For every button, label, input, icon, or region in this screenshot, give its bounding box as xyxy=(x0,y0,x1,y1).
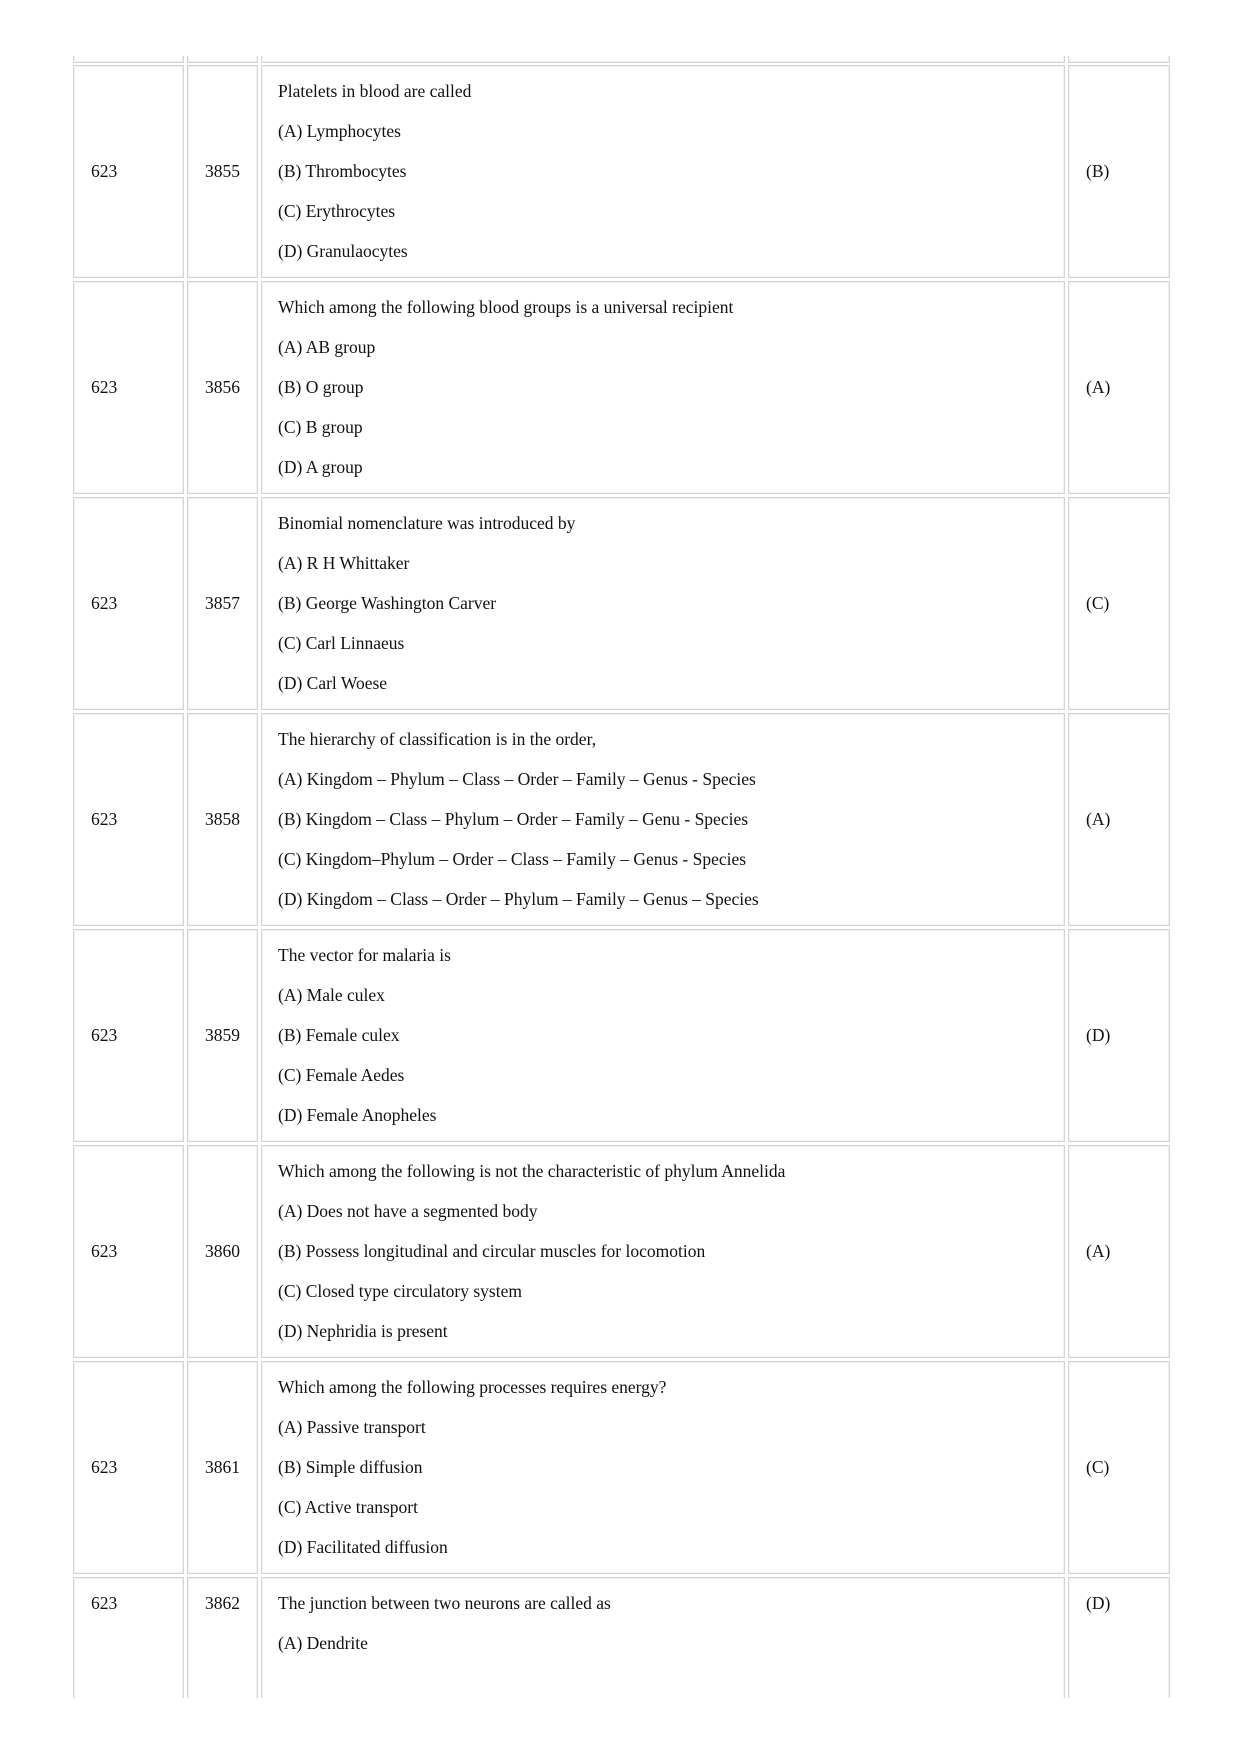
question-cell xyxy=(261,713,1065,926)
option-c: (C) Female Aedes xyxy=(278,1065,405,1085)
table-row-partial xyxy=(73,56,1170,63)
answer-cell xyxy=(1068,713,1170,926)
table-row xyxy=(73,1361,1170,1574)
question-number: 3861 xyxy=(205,1457,240,1477)
question-text: Binomial nomenclature was introduced by xyxy=(278,513,576,533)
option-a: (A) Lymphocytes xyxy=(278,121,401,141)
group-number: 623 xyxy=(91,593,118,613)
question-cell xyxy=(261,281,1065,494)
option-d: (D) Female Anopheles xyxy=(278,1105,437,1125)
answer-key: (D) xyxy=(1086,1593,1111,1613)
option-d: (D) Carl Woese xyxy=(278,673,388,693)
group-cell xyxy=(73,497,184,710)
option-c: (C) Closed type circulatory system xyxy=(278,1281,522,1301)
qno-cell xyxy=(187,281,258,494)
table-row xyxy=(73,929,1170,1142)
group-number: 623 xyxy=(91,377,118,397)
option-b: (B) Possess longitudinal and circular muscles for locomotion xyxy=(278,1241,706,1261)
option-d: (D) Granulaocytes xyxy=(278,241,408,261)
option-c: (C) B group xyxy=(278,417,363,437)
option-a: (A) AB group xyxy=(278,337,376,357)
option-d: (D) Kingdom – Class – Order – Phylum – Family – Genus – Species xyxy=(278,889,759,909)
answer-cell xyxy=(1068,929,1170,1142)
group-number: 623 xyxy=(91,1457,118,1477)
answer-key: (D) xyxy=(1086,1025,1111,1045)
question-number: 3860 xyxy=(205,1241,240,1261)
qno-cell xyxy=(187,929,258,1142)
qno-cell xyxy=(187,1577,258,1698)
question-number: 3859 xyxy=(205,1025,240,1045)
group-number: 623 xyxy=(91,1241,118,1261)
option-b: (B) O group xyxy=(278,377,364,397)
question-cell xyxy=(261,1577,1065,1698)
qno-cell xyxy=(187,1145,258,1358)
answer-key: (A) xyxy=(1086,809,1111,829)
table-row xyxy=(73,713,1170,926)
group-cell xyxy=(73,713,184,926)
question-text: Which among the following processes requires energy? xyxy=(278,1377,667,1397)
answer-key: (C) xyxy=(1086,1457,1110,1477)
option-c: (C) Carl Linnaeus xyxy=(278,633,405,653)
group-number: 623 xyxy=(91,161,118,181)
table-row xyxy=(73,1145,1170,1358)
question-text: Which among the following is not the characteristic of phylum Annelida xyxy=(278,1161,786,1181)
question-number: 3858 xyxy=(205,809,240,829)
question-text: Platelets in blood are called xyxy=(278,81,472,101)
question-cell xyxy=(261,1145,1065,1358)
table-row xyxy=(73,497,1170,710)
qno-cell xyxy=(187,56,258,63)
question-number: 3862 xyxy=(205,1593,240,1613)
option-d: (D) Facilitated diffusion xyxy=(278,1537,448,1557)
answer-cell xyxy=(1068,281,1170,494)
question-cell xyxy=(261,497,1065,710)
answer-key: (A) xyxy=(1086,1241,1111,1261)
answer-cell xyxy=(1068,497,1170,710)
question-number: 3855 xyxy=(205,161,240,181)
table-row xyxy=(73,1577,1170,1698)
option-b: (B) Thrombocytes xyxy=(278,161,407,181)
option-a: (A) R H Whittaker xyxy=(278,553,410,573)
answer-cell xyxy=(1068,56,1170,63)
questions-table xyxy=(73,56,1170,1698)
question-cell xyxy=(261,65,1065,278)
question-text: The junction between two neurons are called as xyxy=(278,1593,611,1613)
qno-cell xyxy=(187,713,258,926)
option-c: (C) Kingdom–Phylum – Order – Class – Family – Genus - Species xyxy=(278,849,747,869)
option-b: (B) George Washington Carver xyxy=(278,593,497,613)
answer-cell xyxy=(1068,65,1170,278)
group-cell xyxy=(73,929,184,1142)
group-cell xyxy=(73,1361,184,1574)
answer-cell xyxy=(1068,1577,1170,1698)
table-row xyxy=(73,281,1170,494)
group-number: 623 xyxy=(91,1593,118,1613)
option-b: (B) Simple diffusion xyxy=(278,1457,423,1477)
option-a: (A) Does not have a segmented body xyxy=(278,1201,538,1221)
question-text: Which among the following blood groups is a universal recipient xyxy=(278,297,734,317)
question-cell xyxy=(261,929,1065,1142)
question-number: 3857 xyxy=(205,593,240,613)
option-a: (A) Kingdom – Phylum – Class – Order – Family – Genus - Species xyxy=(278,769,756,789)
group-number: 623 xyxy=(91,809,118,829)
group-cell xyxy=(73,1577,184,1698)
option-a: (A) Male culex xyxy=(278,985,385,1005)
option-d: (D) A group xyxy=(278,457,363,477)
option-b: (B) Kingdom – Class – Phylum – Order – Family – Genu - Species xyxy=(278,809,749,829)
group-number: 623 xyxy=(91,1025,118,1045)
option-a: (A) Dendrite xyxy=(278,1633,368,1653)
question-number: 3856 xyxy=(205,377,240,397)
qno-cell xyxy=(187,1361,258,1574)
group-cell xyxy=(73,65,184,278)
group-cell xyxy=(73,1145,184,1358)
option-b: (B) Female culex xyxy=(278,1025,400,1045)
group-cell xyxy=(73,56,184,63)
option-c: (C) Erythrocytes xyxy=(278,201,396,221)
qno-cell xyxy=(187,65,258,278)
answer-key: (C) xyxy=(1086,593,1110,613)
answer-cell xyxy=(1068,1145,1170,1358)
answer-key: (A) xyxy=(1086,377,1111,397)
qno-cell xyxy=(187,497,258,710)
question-cell xyxy=(261,1361,1065,1574)
question-cell xyxy=(261,56,1065,63)
option-c: (C) Active transport xyxy=(278,1497,418,1517)
group-cell xyxy=(73,281,184,494)
answer-cell xyxy=(1068,1361,1170,1574)
answer-key: (B) xyxy=(1086,161,1110,181)
option-a: (A) Passive transport xyxy=(278,1417,426,1437)
option-d: (D) Nephridia is present xyxy=(278,1321,448,1341)
question-text: The vector for malaria is xyxy=(278,945,451,965)
question-text: The hierarchy of classification is in the order, xyxy=(278,729,597,749)
table-row xyxy=(73,65,1170,278)
